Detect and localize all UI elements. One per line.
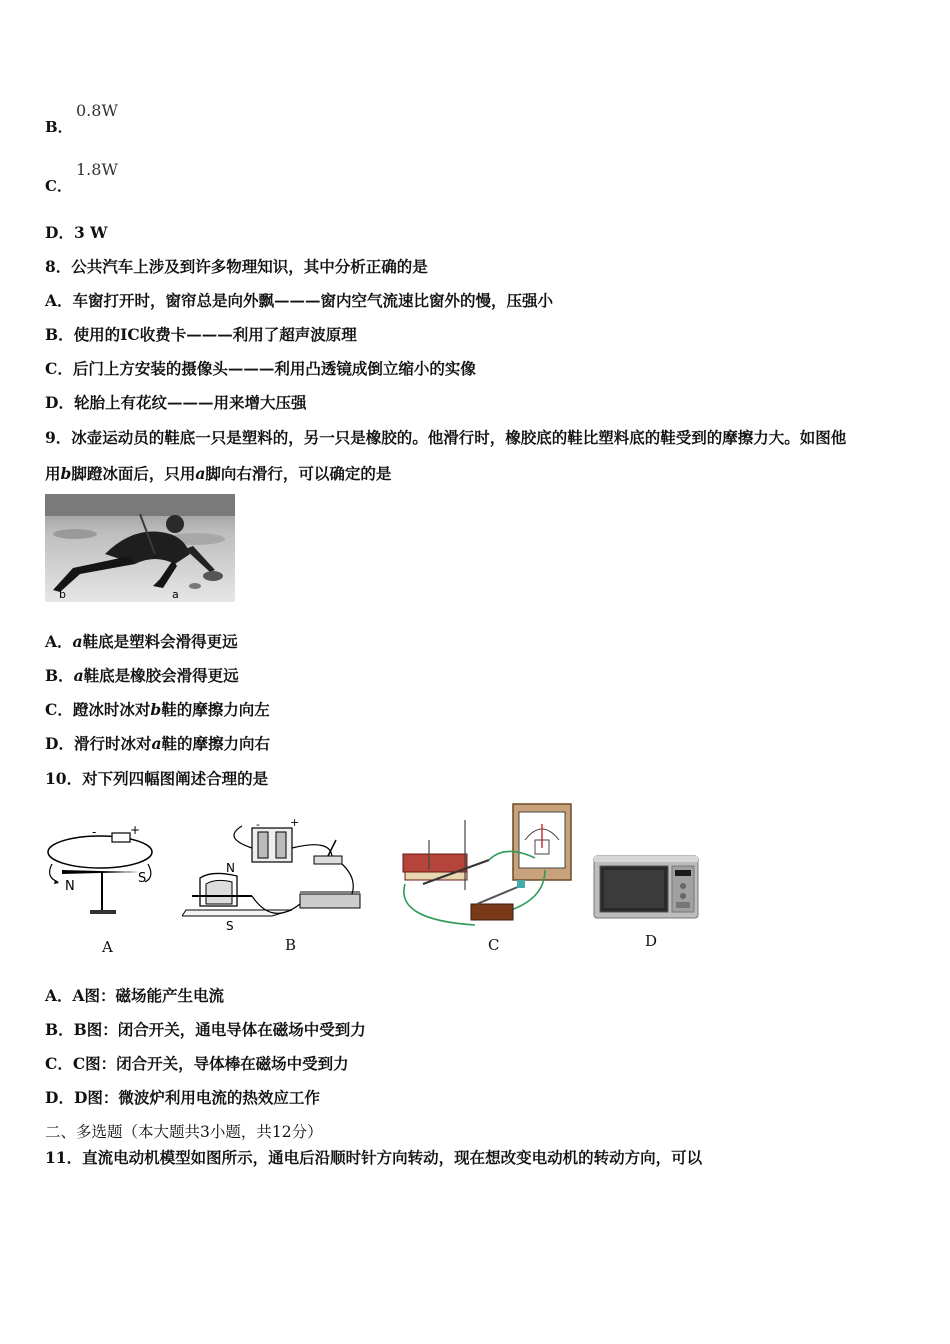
q9-od-post: 鞋的摩擦力向右 xyxy=(161,734,271,753)
q10-stem: 10．对下列四幅图阐述合理的是 xyxy=(45,769,269,788)
q10-option-c: C．C图：闭合开关，导体棒在磁场中受到力 xyxy=(45,1054,349,1073)
q9-od-pre: D．滑行时冰对 xyxy=(45,734,152,753)
q9-od-var: a xyxy=(151,734,162,753)
fig-a-s: S xyxy=(138,871,147,886)
q9-ob-post: 鞋底是橡胶会滑得更远 xyxy=(83,666,239,685)
q9-option-c xyxy=(45,698,270,720)
q9-option-b xyxy=(45,664,239,686)
q9-oc-pre: C．蹬冰时冰对 xyxy=(45,700,151,719)
section-2-heading: 二、多选题（本大题共3小题，共12分） xyxy=(45,1123,323,1141)
figure-b-label: B xyxy=(285,936,297,954)
figure-c-induction xyxy=(395,800,580,935)
q9-oa-post: 鞋底是塑料会滑得更远 xyxy=(82,632,238,651)
q9-ob-var: a xyxy=(73,666,84,685)
fig-b-n: N xyxy=(226,861,235,875)
option-c-value: 1.8W xyxy=(76,160,118,179)
q8-option-d: D．轮胎上有花纹———用来增大压强 xyxy=(45,393,307,412)
q9-option-a xyxy=(45,630,238,652)
figure-c-label: C xyxy=(488,936,500,954)
fig-a-plus: + xyxy=(130,823,141,837)
fig-a-n: N xyxy=(65,879,75,894)
q9-oa-pre: A． xyxy=(45,632,73,651)
q9-stem-line2 xyxy=(45,462,391,484)
q9-oc-post: 鞋的摩擦力向左 xyxy=(161,700,270,719)
option-b-value: 0.8W xyxy=(76,101,118,120)
q10-option-a: A．A图：磁场能产生电流 xyxy=(45,986,225,1005)
q10-option-d: D．D图：微波炉利用电流的热效应工作 xyxy=(45,1088,320,1107)
fig-b-s: S xyxy=(226,919,234,933)
figure-d-label: D xyxy=(645,932,658,950)
q8-stem: 8．公共汽车上涉及到许多物理知识，其中分析正确的是 xyxy=(45,257,428,276)
fig-b-minus: - xyxy=(256,818,260,831)
figure-a-label: A xyxy=(102,938,113,956)
q9-stem-line1: 9．冰壶运动员的鞋底一只是塑料的，另一只是橡胶的。他滑行时，橡胶底的鞋比塑料底的鞋受到的摩擦力大。如图他 xyxy=(45,428,847,447)
q8-option-c: C．后门上方安装的摄像头———利用凸透镜成倒立缩小的实像 xyxy=(45,359,476,378)
option-d-value: 3 W xyxy=(73,223,108,242)
option-d-label: D． xyxy=(45,223,74,242)
q9-oa-var: a xyxy=(72,632,83,651)
q9-text-1: 用 xyxy=(45,464,61,483)
q10-option-b: B．B图：闭合开关，通电导体在磁场中受到力 xyxy=(45,1020,366,1039)
q9-var-b: b xyxy=(60,464,72,483)
photo-label-b: b xyxy=(59,588,66,601)
q9-text-2: 脚蹬冰面后，只用 xyxy=(71,464,196,483)
photo-label-a: a xyxy=(172,588,179,601)
figure-a-oersted xyxy=(40,822,170,922)
q9-oc-var: b xyxy=(150,700,162,719)
q8-option-a: A．车窗打开时，窗帘总是向外飘———窗内空气流速比窗外的慢，压强小 xyxy=(45,291,554,310)
figure-b-motor xyxy=(182,818,367,938)
q9-option-d xyxy=(45,732,270,754)
fig-a-minus: - xyxy=(92,825,97,839)
option-c-label: C． xyxy=(45,177,72,195)
option-b-label: B． xyxy=(45,118,73,136)
figure-d-microwave xyxy=(592,852,702,922)
option-d xyxy=(45,221,108,243)
curling-photo xyxy=(45,494,235,602)
q11-stem: 11．直流电动机模型如图所示，通电后沿顺时针方向转动，现在想改变电动机的转动方向，可以 xyxy=(45,1148,703,1167)
q9-var-a: a xyxy=(195,464,206,483)
q8-option-b: B．使用的IC收费卡———利用了超声波原理 xyxy=(45,325,357,344)
q9-text-3: 脚向右滑行，可以确定的是 xyxy=(205,464,392,483)
q9-ob-pre: B． xyxy=(45,666,74,685)
fig-b-plus: + xyxy=(290,818,300,829)
